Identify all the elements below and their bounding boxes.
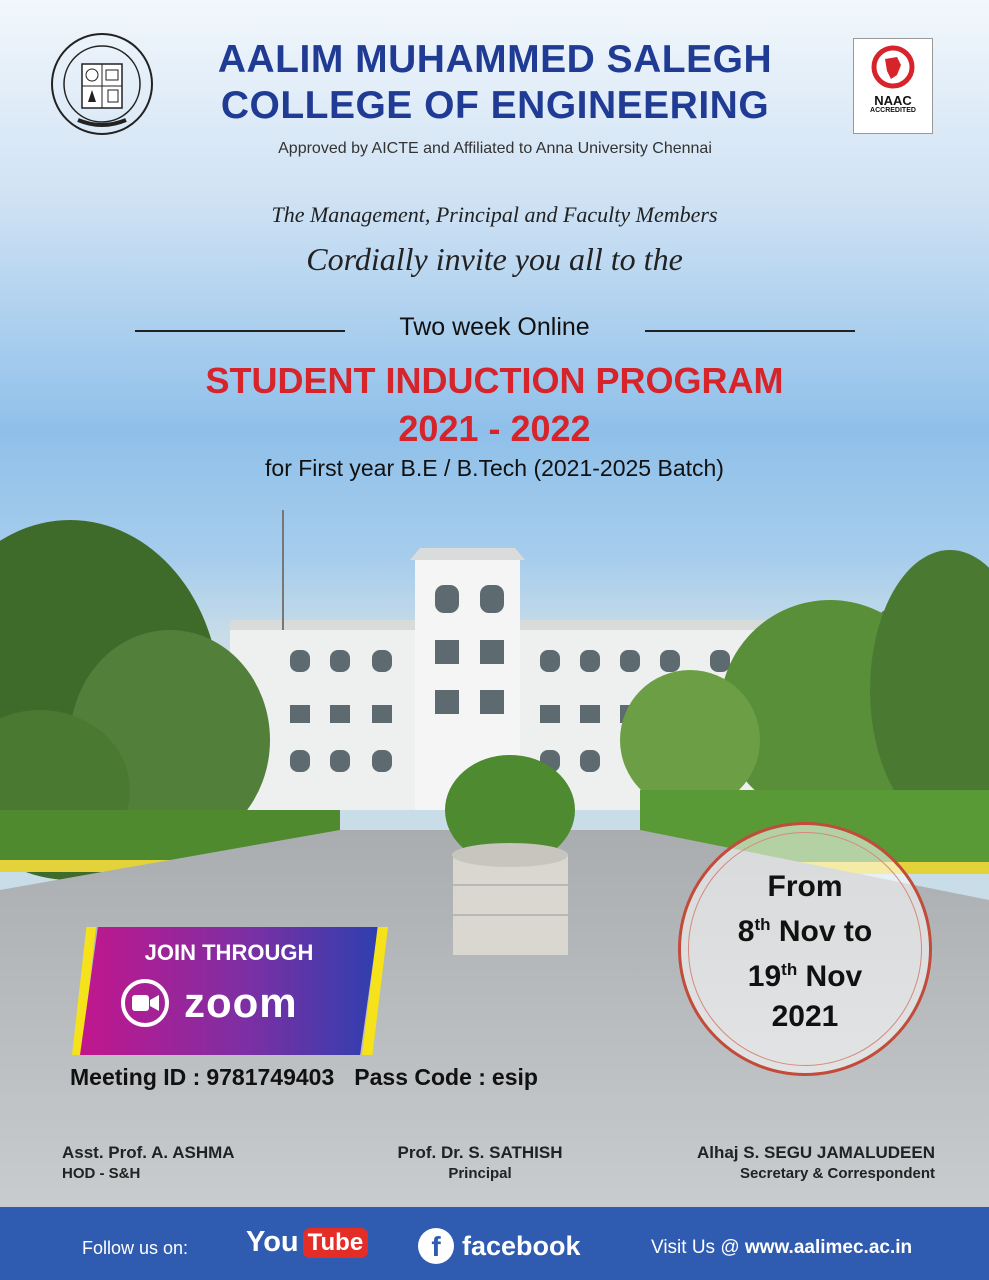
pass-code: esip xyxy=(491,1064,538,1090)
program-title: STUDENT INDUCTION PROGRAM xyxy=(205,360,784,401)
join-through-label: JOIN THROUGH xyxy=(144,940,314,965)
meeting-info xyxy=(70,1064,544,1091)
signatory-role: Secretary & Correspondent xyxy=(739,1165,935,1182)
date-from: From xyxy=(767,870,843,903)
college-name-line2: COLLEGE OF ENGINEERING xyxy=(220,84,770,127)
website-info xyxy=(651,1237,912,1259)
signatory-name: Alhaj S. SEGU JAMALUDEEN xyxy=(696,1143,935,1162)
date-start xyxy=(678,915,932,949)
signatory-principal xyxy=(380,1143,580,1182)
visit-label: Visit Us @ xyxy=(651,1237,740,1258)
invite-line1: The Management, Principal and Faculty Members xyxy=(271,202,718,227)
facebook-label: facebook xyxy=(462,1230,581,1261)
start-suffix: th xyxy=(754,915,771,934)
pass-code-label: Pass Code : xyxy=(354,1064,486,1090)
college-emblem-logo xyxy=(48,30,156,138)
youtube-tube: Tube xyxy=(303,1228,369,1258)
signatory-role: HOD - S&H xyxy=(62,1165,141,1182)
date-end xyxy=(678,960,932,994)
end-suffix: th xyxy=(781,960,798,979)
zoom-brand: zoom xyxy=(184,979,298,1026)
signatory-hod xyxy=(62,1143,235,1182)
start-rest: Nov to xyxy=(770,915,873,948)
program-pretitle: Two week Online xyxy=(399,313,590,341)
website-link[interactable]: www.aalimec.ac.in xyxy=(744,1237,913,1258)
college-name-line1: AALIM MUHAMMED SALEGH xyxy=(217,38,773,81)
date-year: 2021 xyxy=(771,1000,839,1033)
end-day: 19 xyxy=(747,960,782,993)
signatory-secretary xyxy=(655,1143,935,1182)
naac-seal-icon xyxy=(871,45,915,89)
follow-us-label: Follow us on: xyxy=(82,1238,189,1258)
youtube-link[interactable] xyxy=(246,1226,368,1259)
end-rest: Nov xyxy=(797,960,863,993)
naac-badge xyxy=(853,38,933,134)
naac-subtitle: ACCREDITED xyxy=(870,107,916,114)
meeting-id-label: Meeting ID : xyxy=(70,1064,201,1090)
meeting-id: 9781749403 xyxy=(206,1064,335,1090)
facebook-icon: f xyxy=(418,1228,454,1264)
youtube-you: You xyxy=(246,1226,299,1258)
zoom-logo xyxy=(120,978,298,1028)
signatory-name: Prof. Dr. S. SATHISH xyxy=(397,1143,563,1162)
video-camera-icon xyxy=(120,978,170,1028)
program-audience: for First year B.E / B.Tech (2021-2025 Batch) xyxy=(265,455,724,481)
divider-right xyxy=(645,330,855,332)
start-day: 8 xyxy=(737,915,755,948)
signatory-role: Principal xyxy=(448,1165,512,1182)
naac-title: NAAC xyxy=(874,93,912,108)
affiliation-text: Approved by AICTE and Affiliated to Anna University Chennai xyxy=(278,140,712,157)
facebook-link[interactable] xyxy=(418,1228,581,1264)
signatory-name: Asst. Prof. A. ASHMA xyxy=(62,1143,235,1162)
program-year: 2021 - 2022 xyxy=(398,408,591,449)
invite-line2: Cordially invite you all to the xyxy=(306,241,683,277)
